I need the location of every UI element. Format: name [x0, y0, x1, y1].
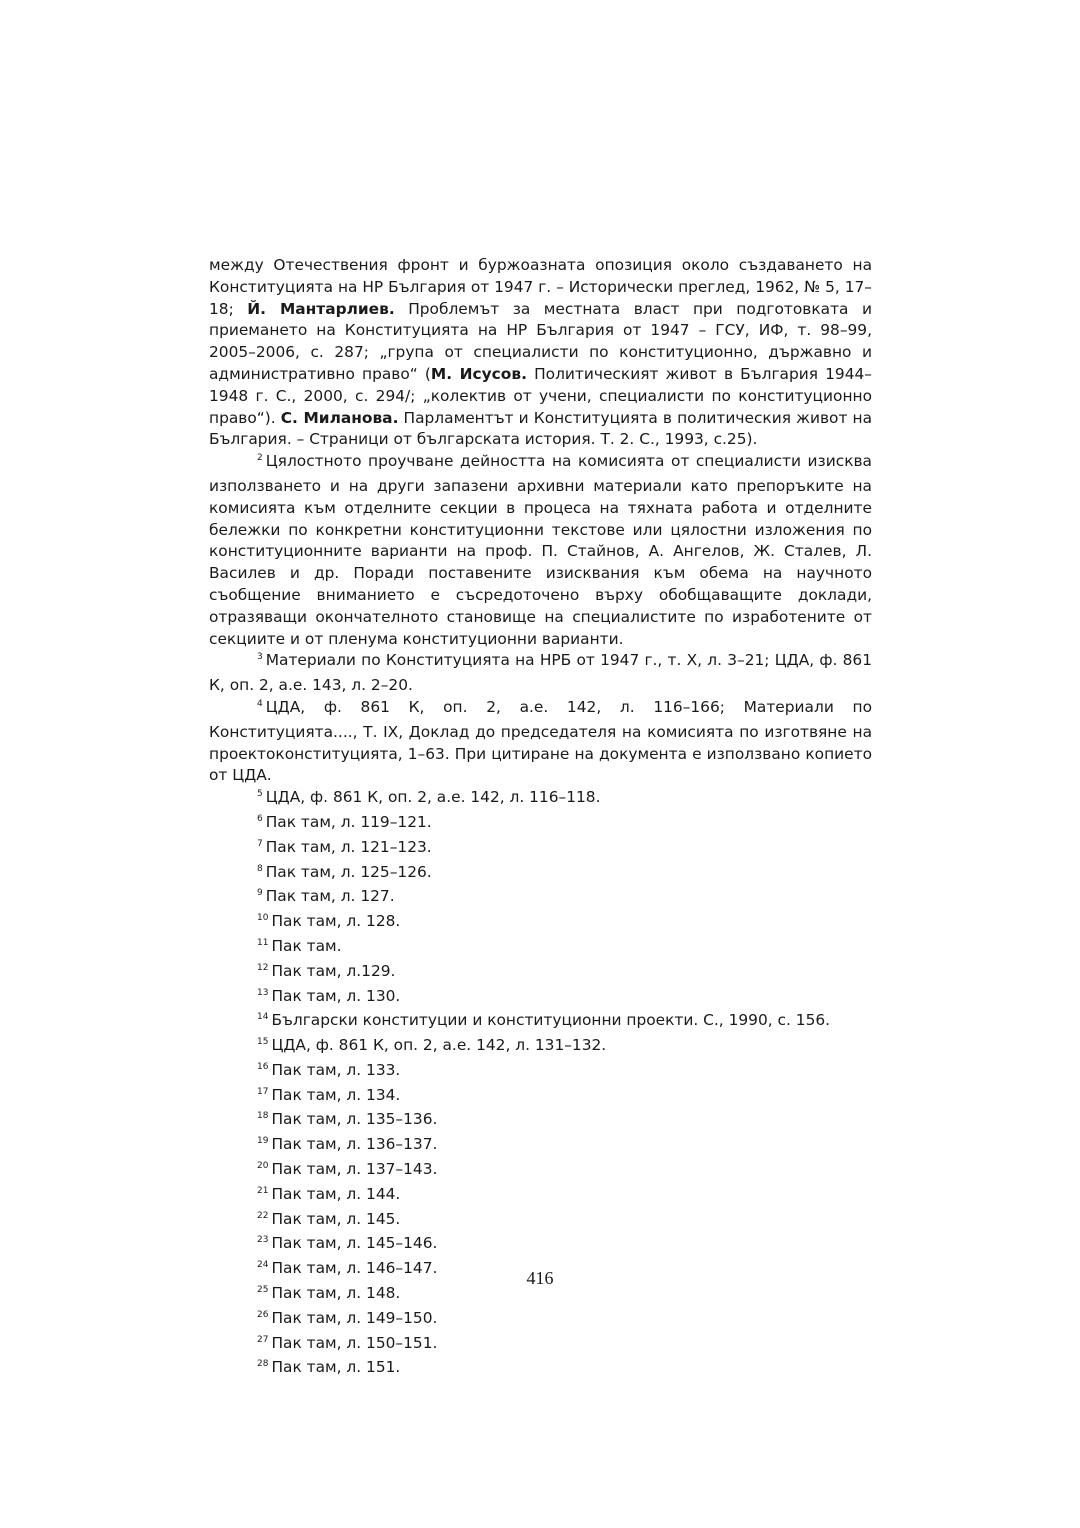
- footnote-text: Пак там, л.129.: [271, 961, 396, 980]
- footnote-number: 4: [257, 698, 263, 709]
- footnote-number: 23: [257, 1235, 269, 1246]
- footnote-text: Пак там, л. 145–146.: [271, 1234, 438, 1253]
- footnote-number: 16: [257, 1061, 269, 1072]
- footnote-text: Пак там, л. 137–143.: [271, 1160, 438, 1179]
- footnotes-block: [209, 255, 872, 1382]
- footnote-number: 17: [257, 1086, 269, 1097]
- author-name: М. Исусов.: [430, 364, 527, 383]
- footnote-text: Пак там, л. 121–123.: [265, 837, 432, 856]
- footnote-28: [257, 1357, 872, 1382]
- footnote-27: [257, 1333, 872, 1358]
- footnote-text: Пак там, л. 151.: [271, 1358, 401, 1377]
- footnote-15: [257, 1035, 872, 1060]
- footnote-text: Пак там, л. 150–151.: [271, 1333, 438, 1352]
- footnote-number: 11: [257, 937, 269, 948]
- footnote-text: Пак там, л. 130.: [271, 986, 401, 1005]
- footnote-6: [257, 812, 872, 837]
- author-name: Й. Мантарлиев.: [247, 299, 395, 318]
- footnote-text: Пак там, л. 127.: [265, 887, 395, 906]
- footnote-text: Пак там, л. 128.: [271, 912, 401, 931]
- footnote-10: [257, 911, 872, 936]
- footnote-2: [209, 451, 872, 650]
- footnote-number: 8: [257, 863, 263, 874]
- footnote-number: 21: [257, 1185, 269, 1196]
- footnote-20: [257, 1159, 872, 1184]
- footnote-number: 10: [257, 913, 269, 924]
- footnote-text: Пак там, л. 145.: [271, 1209, 401, 1228]
- footnote-number: 12: [257, 962, 269, 973]
- footnote-22: [257, 1209, 872, 1234]
- footnote-14: [257, 1010, 872, 1035]
- footnote-number: 25: [257, 1285, 269, 1296]
- footnote-text: Пак там, л. 134.: [271, 1085, 401, 1104]
- footnote-text: между Отечествения фронт и буржоазната опозиция около създаването на Конституцията на НР България от 1947 г. – Исторически преглед, 1962, № 5, 17–18;: [209, 256, 872, 318]
- footnote-number: 24: [257, 1260, 269, 1271]
- footnote-18: [257, 1109, 872, 1134]
- page-number: 416: [526, 1268, 554, 1288]
- footnote-text: Проблемът за местната власт при подготовката и приемането на Конституцията на НР България от 1947 – ГСУ, ИФ, т. 98–99, 2005–2006, с. 287; „група от специалисти по конституционно, държавно и административно право“ (: [209, 299, 872, 383]
- footnote-9: [257, 886, 872, 911]
- footnote-text: ЦДА, ф. 861 К, оп. 2, а.е. 142, л. 116–166; Материали по Конституцията...., Т. IX, Доклад до председателя на комисията по изготвяне на проектоконституцията, 1–63. При цитиране на документа е използвано копието от ЦДА.: [209, 697, 872, 785]
- footnote-number: 26: [257, 1309, 269, 1320]
- footnote-text: Пак там, л. 125–126.: [265, 862, 432, 881]
- footnote-text: Пак там, л. 133.: [271, 1060, 401, 1079]
- footnote-text: Пак там, л. 149–150.: [271, 1308, 438, 1327]
- footnote-number: 3: [257, 652, 263, 663]
- footnote-continuation: [209, 255, 872, 451]
- footnote-text: Парламентът и Конституцията в политическия живот на България. – Страници от българската история. Т. 2. С., 1993, с.25).: [209, 408, 873, 449]
- footnote-number: 28: [257, 1359, 269, 1370]
- footnote-text: Пак там, л. 119–121.: [265, 812, 432, 831]
- footnote-text: Пак там, л. 144.: [271, 1184, 401, 1203]
- footnote-text: Политическият живот в България 1944–1948 г. С., 2000, с. 294/; „колектив от учени, специалисти по конституционно право“).: [209, 364, 872, 427]
- footnote-12: [257, 961, 872, 986]
- footnote-text: ЦДА, ф. 861 К, оп. 2, а.е. 142, л. 131–132.: [271, 1036, 607, 1055]
- footnote-number: 7: [257, 838, 263, 849]
- footnote-text: Български конституции и конституционни проекти. С., 1990, с. 156.: [271, 1011, 831, 1030]
- footnote-text: Цялостното проучване дейността на комисията от специалисти изисква използването и на други запазени архивни материали като препоръките на комисията към отделните секции в процеса на тяхната работа и отделните бележки по конкретни конституционни текстове или цялостни изложения по конституционните варианти на проф. П. Стайнов, А. Ангелов, Ж. Сталев, Л. Василев и др. Поради поставените изисквания към обема на научното съобщение вниманието е съсредоточено върху обобщаващите доклади, отразяващи окончателното становище на специалистите по изработените от секциите и от пленума конституционни варианти.: [209, 452, 872, 648]
- footnote-number: 18: [257, 1111, 269, 1122]
- footnote-11: [257, 936, 872, 961]
- footnote-text: Пак там, л. 148.: [271, 1284, 401, 1303]
- footnote-19: [257, 1134, 872, 1159]
- footnote-text: Пак там, л. 136–137.: [271, 1135, 438, 1154]
- footnote-number: 2: [257, 453, 263, 464]
- author-name: С. Миланова.: [280, 408, 399, 427]
- footnote-number: 14: [257, 1012, 269, 1023]
- footnote-number: 6: [257, 813, 263, 824]
- footnote-text: Пак там.: [271, 936, 342, 955]
- footnote-4: [209, 697, 872, 787]
- footnote-5: [257, 787, 872, 812]
- footnote-number: 22: [257, 1210, 269, 1221]
- footnote-17: [257, 1085, 872, 1110]
- footnote-text: ЦДА, ф. 861 К, оп. 2, а.е. 142, л. 116–118.: [265, 788, 601, 807]
- footnote-number: 13: [257, 987, 269, 998]
- footnote-number: 27: [257, 1334, 269, 1345]
- footnote-text: Пак там, л. 135–136.: [271, 1110, 438, 1129]
- footnote-number: 9: [257, 888, 263, 899]
- footnote-number: 5: [257, 789, 263, 800]
- footnote-text: Материали по Конституцията на НРБ от 1947 г., т. X, л. 3–21; ЦДА, ф. 861 К, оп. 2, а.е. 143, л. 2–20.: [209, 651, 872, 695]
- footnote-16: [257, 1060, 872, 1085]
- footnote-26: [257, 1308, 872, 1333]
- footnote-21: [257, 1184, 872, 1209]
- footnote-13: [257, 986, 872, 1011]
- footnote-text: Пак там, л. 146–147.: [271, 1259, 438, 1278]
- footnote-number: 19: [257, 1136, 269, 1147]
- footnote-3: [209, 650, 872, 697]
- footnote-number: 20: [257, 1161, 269, 1172]
- footnote-7: [257, 837, 872, 862]
- footnote-number: 15: [257, 1037, 269, 1048]
- footnote-8: [257, 862, 872, 887]
- footnote-23: [257, 1233, 872, 1258]
